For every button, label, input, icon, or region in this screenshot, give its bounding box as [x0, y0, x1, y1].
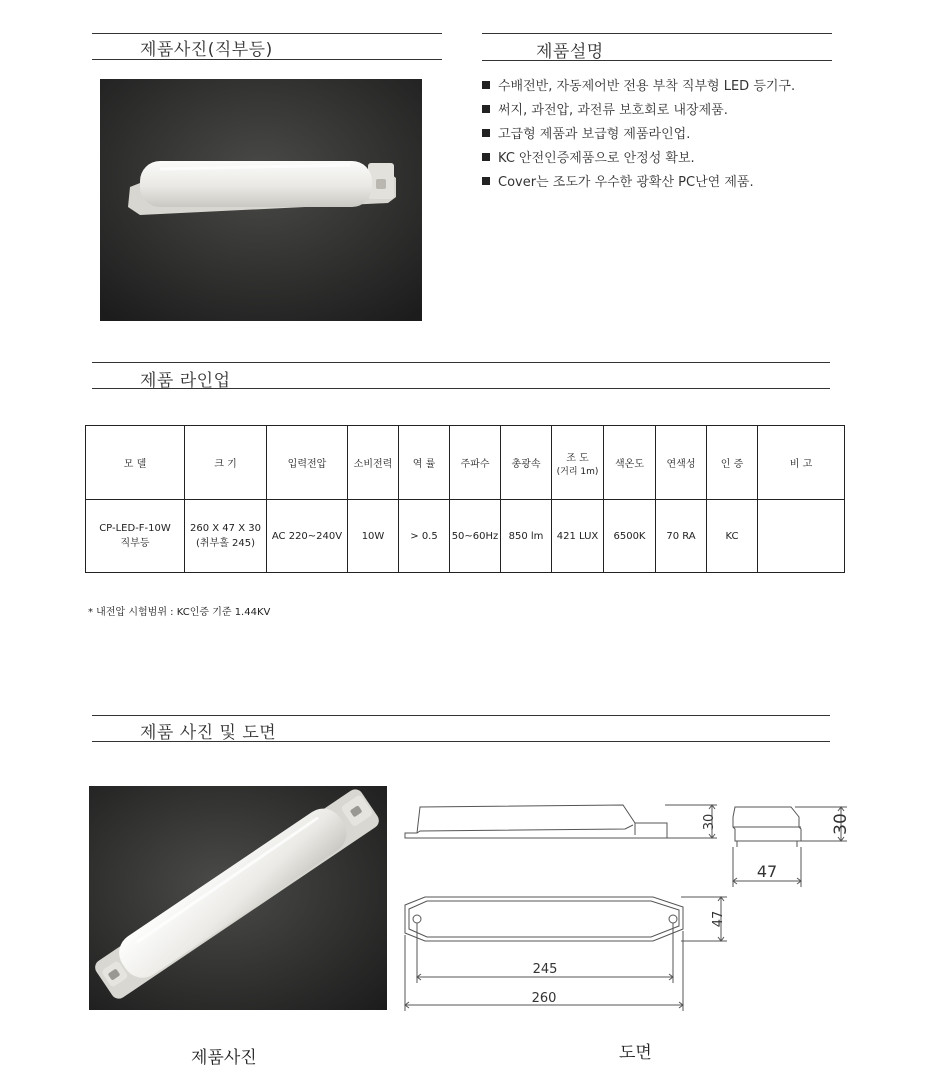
product-photo-top	[100, 79, 422, 321]
header-cert: 인 증	[707, 426, 758, 500]
description-item: 고급형 제품과 보급형 제품라인업.	[482, 125, 795, 149]
dim-end-width: 47	[756, 862, 778, 881]
header-remark: 비 고	[758, 426, 845, 500]
bullet-square-icon	[482, 105, 490, 113]
lamp-photo-diagonal-graphic	[89, 786, 387, 1010]
dim-hole-pitch: 245	[532, 962, 558, 977]
header-lux-sub: (거리 1m)	[556, 466, 599, 477]
drawing-section-rule-bottom	[92, 741, 830, 742]
header-lux	[552, 426, 604, 500]
lineup-section-title: 제품 라인업	[140, 371, 231, 391]
bullet-square-icon	[482, 153, 490, 161]
bullet-square-icon	[482, 129, 490, 137]
header-flux: 총광속	[501, 426, 552, 500]
cell-lux: 421 LUX	[552, 500, 604, 573]
top-view-outline	[405, 897, 683, 941]
header-cct: 색온도	[604, 426, 656, 500]
cell-flux: 850 lm	[501, 500, 552, 573]
description-item: Cover는 조도가 우수한 광확산 PC난연 제품.	[482, 173, 795, 197]
description-item: 써지, 과전압, 과전류 보호회로 내장제품.	[482, 101, 795, 125]
cell-voltage: AC 220~240V	[267, 500, 348, 573]
dim-top-width: 47	[711, 910, 726, 928]
cell-power: 10W	[348, 500, 399, 573]
header-model: 모 델	[86, 426, 185, 500]
description-item: KC 안전인증제품으로 안정성 확보.	[482, 149, 795, 173]
header-freq: 주파수	[450, 426, 501, 500]
end-view-outline	[733, 807, 801, 841]
bullet-square-icon	[482, 81, 490, 89]
dim-end-height: 30	[831, 813, 851, 835]
photo-section-rule-bottom	[92, 59, 442, 60]
drawing-section-title: 제품 사진 및 도면	[140, 723, 277, 743]
photo-section-rule-top	[92, 33, 442, 34]
lineup-section-rule-top	[92, 362, 830, 363]
product-photo-bottom	[89, 786, 387, 1010]
cell-cct: 6500K	[604, 500, 656, 573]
dim-side-height: 30	[702, 813, 717, 831]
drawing-caption: 도면	[619, 1043, 652, 1063]
desc-section-rule-bottom	[482, 60, 832, 61]
side-view-outline	[405, 805, 667, 838]
photo-section-title: 제품사진(직부등)	[140, 40, 273, 60]
photo-caption: 제품사진	[191, 1048, 257, 1068]
cell-model: CP-LED-F-10W 직부등	[86, 500, 185, 573]
cell-pf: > 0.5	[399, 500, 450, 573]
header-pf: 역 률	[399, 426, 450, 500]
desc-section-title: 제품설명	[536, 42, 604, 62]
spec-table	[85, 425, 845, 573]
header-size: 크 기	[185, 426, 267, 500]
description-item: 수배전반, 자동제어반 전용 부착 직부형 LED 등기구.	[482, 77, 795, 101]
cell-size: 260 X 47 X 30 (취부홀 245)	[185, 500, 267, 573]
spec-table-header	[86, 426, 845, 500]
withstand-voltage-note: * 내전압 시험범위 : KC인증 기준 1.44KV	[88, 607, 271, 618]
header-cri: 연색성	[656, 426, 707, 500]
cell-freq: 50~60Hz	[450, 500, 501, 573]
description-list	[482, 77, 795, 197]
cell-cri: 70 RA	[656, 500, 707, 573]
cell-cert: KC	[707, 500, 758, 573]
cell-remark	[758, 500, 845, 573]
dim-total-length: 260	[531, 991, 557, 1006]
table-row	[86, 500, 845, 573]
header-voltage: 입력전압	[267, 426, 348, 500]
lamp-photo-graphic	[100, 79, 422, 321]
desc-section-rule-top	[482, 33, 832, 34]
drawing-section-rule-top	[92, 715, 830, 716]
header-lux-main: 조 도	[566, 452, 589, 464]
lineup-section-rule-bottom	[92, 388, 830, 389]
technical-drawing	[395, 795, 865, 1015]
header-power: 소비전력	[348, 426, 399, 500]
bullet-square-icon	[482, 177, 490, 185]
